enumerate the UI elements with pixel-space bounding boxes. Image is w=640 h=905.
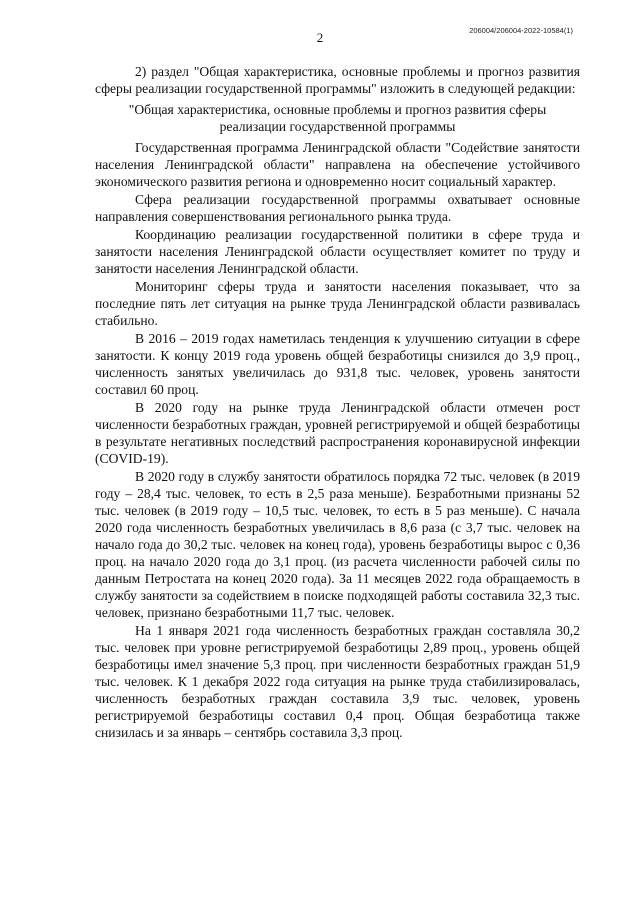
paragraph: Сфера реализации государственной программы охватывает основные направления совершенствования регионального рынка труда. [95, 192, 580, 224]
paragraph: Мониторинг сферы труда и занятости населения показывает, что за последние пять лет ситуация на рынке труда Ленинградской области развивалась стабильно. [95, 279, 580, 328]
paragraph: В 2020 году на рынке труда Ленинградской области отмечен рост численности безработных граждан, уровней регистрируемой и общей безработицы в результате негативных последствий распространения коронавирусной инфекции (COVID-19). [95, 400, 580, 466]
document-id: 206004/206004-2022-10584(1) [469, 26, 573, 35]
page-number: 2 [316, 30, 324, 45]
paragraph: На 1 января 2021 года численность безработных граждан составляла 30,2 тыс. человек при уровне регистрируемой безработицы 2,89 проц., уровень общей безработицы имел значение 5,3 проц. при численности безработных граждан 51,9 тыс. человек. К 1 декабря 2022 года ситуация на рынке труда стабилизировалась, численность безработных граждан составила 3,9 тыс. человек, уровень регистрируемой безработицы составил 0,4 проц. Общая безработица также снизилась и за январь – сентябрь составила 3,3 проц. [95, 623, 580, 740]
document-body [95, 63, 580, 742]
paragraph: В 2016 – 2019 годах наметилась тенденция к улучшению ситуации в сфере занятости. К концу 2019 года уровень общей безработицы снизился до 3,9 проц., численность занятых увеличилась до 931,8 тыс. человек, уровень занятости составил 60 проц. [95, 331, 580, 397]
paragraph: Координацию реализации государственной политики в сфере труда и занятости населения Ленинградской области осуществляет комитет по труду и занятости населения Ленинградской области. [95, 227, 580, 276]
paragraph: Государственная программа Ленинградской области "Содействие занятости населения Ленинградской области" направлена на обеспечение устойчивого экономического развития региона и одновременно носит социальный характер. [95, 140, 580, 189]
paragraph: В 2020 году в службу занятости обратилось порядка 72 тыс. человек (в 2019 году – 28,4 тыс. человек, то есть в 2,5 раза меньше). Безработными признаны 52 тыс. человек (в 2019 году – 10,5 тыс. человек, то есть в 5 раз меньше). С начала 2020 года численность безработных увеличилась в 8,6 раза (с 3,7 тыс. человек на начало года до 30,2 тыс. человек на конец года), уровень безработицы вырос с 0,36 проц. на начало 2020 года до 3,1 проц. (из расчета численности рабочей силы по данным Петростата на конец 2020 года). За 11 месяцев 2022 года обращаемость в службу занятости за содействием в поиске подходящей работы составила 32,3 тыс. человек, признано безработными 11,7 тыс. человек. [95, 469, 580, 620]
section-heading: "Общая характеристика, основные проблемы и прогноз развития сферы реализации государственной программы [128, 102, 547, 134]
intro-paragraph: 2) раздел "Общая характеристика, основные проблемы и прогноз развития сферы реализации государственной программы" изложить в следующей редакции: [95, 64, 580, 96]
